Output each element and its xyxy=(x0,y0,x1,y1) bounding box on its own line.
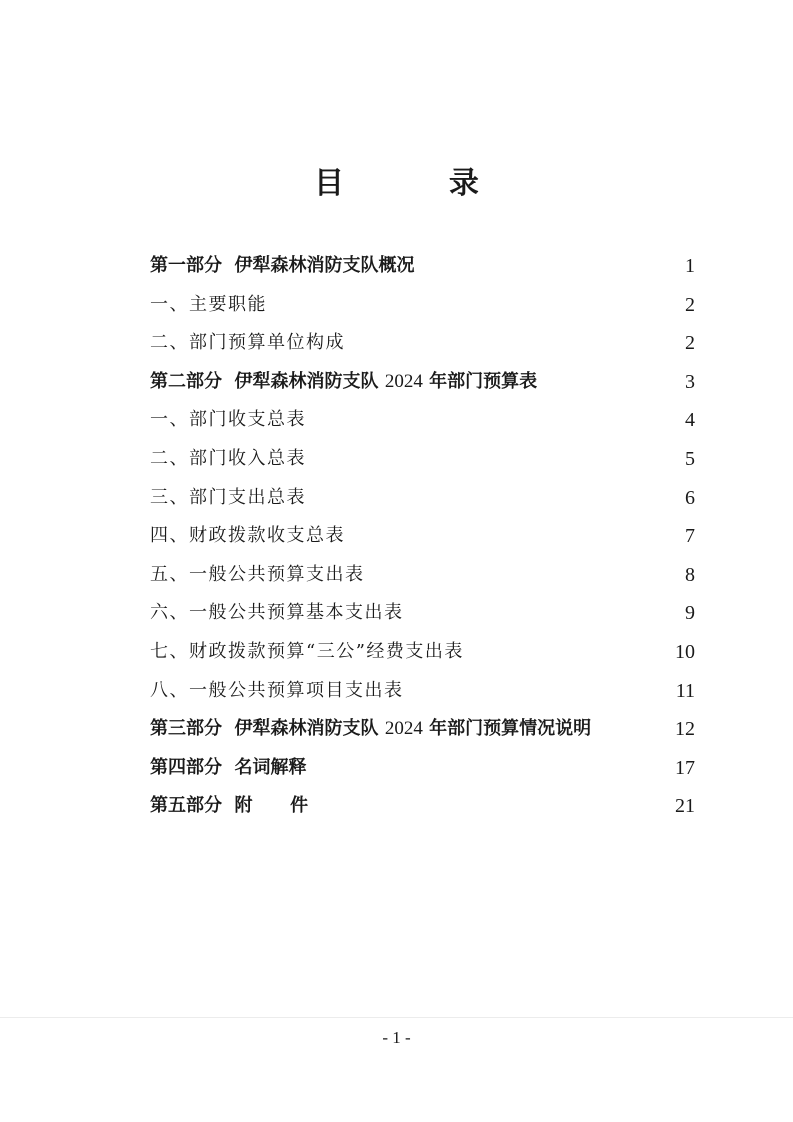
toc-entry-part-3[interactable] xyxy=(150,710,695,749)
toc-entry-label: 八、一般公共预算项目支出表 xyxy=(150,679,404,701)
toc-entry-label: 二、部门收入总表 xyxy=(150,447,306,469)
toc-entry-expense-summary[interactable] xyxy=(150,479,695,518)
toc-entry-part-5[interactable] xyxy=(150,787,695,826)
table-of-contents xyxy=(150,247,695,826)
toc-entry-label-post: 年部门预算情况说明 xyxy=(422,718,592,740)
toc-entry-general-public-budget-project-expense[interactable] xyxy=(150,672,695,711)
toc-entry-main-functions[interactable] xyxy=(150,286,695,325)
toc-entry-fiscal-appropriation-summary[interactable] xyxy=(150,517,695,556)
toc-entry-three-public-expenses[interactable] xyxy=(150,633,695,672)
toc-entry-page: 11 xyxy=(675,679,695,702)
toc-entry-income-expense-summary[interactable] xyxy=(150,401,695,440)
toc-entry-unit-composition[interactable] xyxy=(150,324,695,363)
toc-entry-page: 3 xyxy=(685,370,695,393)
toc-entry-label: 一、主要职能 xyxy=(150,293,267,315)
toc-entry-page: 1 xyxy=(685,255,695,277)
toc-entry-general-public-budget-basic-expense[interactable] xyxy=(150,594,695,633)
toc-entry-page: 2 xyxy=(685,332,695,355)
toc-entry-label: 七、财政拨款预算“三公”经费支出表 xyxy=(150,640,464,662)
toc-entry-label: 六、一般公共预算基本支出表 xyxy=(150,602,404,624)
toc-entry-page: 6 xyxy=(685,486,695,509)
page-number-footer: - 1 - xyxy=(382,1028,411,1047)
toc-entry-page: 2 xyxy=(685,293,695,316)
toc-entry-page: 12 xyxy=(675,718,695,741)
toc-entry-page: 5 xyxy=(685,447,695,470)
toc-entry-label: 三、部门支出总表 xyxy=(150,486,306,508)
toc-entry-general-public-budget-expense[interactable] xyxy=(150,556,695,595)
toc-entry-page: 17 xyxy=(675,756,695,779)
toc-entry-label: 二、部门预算单位构成 xyxy=(150,332,345,354)
toc-entry-part-2[interactable] xyxy=(150,363,695,402)
toc-entry-part-1[interactable] xyxy=(150,247,695,286)
toc-entry-label: 第五部分 附 件 xyxy=(150,795,309,817)
toc-entry-year: 2024 xyxy=(384,370,423,392)
toc-entry-label: 五、一般公共预算支出表 xyxy=(150,563,365,585)
toc-entry-page: 8 xyxy=(685,563,695,586)
toc-entry-page: 9 xyxy=(685,602,695,625)
toc-entry-label: 四、财政拨款收支总表 xyxy=(150,525,345,547)
toc-entry-part-4[interactable] xyxy=(150,749,695,788)
toc-entry-label-pre: 第二部分 伊犁森林消防支队 xyxy=(150,370,385,392)
toc-entry-label-post: 年部门预算表 xyxy=(422,370,538,392)
toc-entry-income-summary[interactable] xyxy=(150,440,695,479)
toc-entry-label: 第四部分 名词解释 xyxy=(150,756,307,778)
toc-entry-label-pre: 第三部分 伊犁森林消防支队 xyxy=(150,718,385,740)
toc-entry-label xyxy=(150,710,591,749)
page-title: 目 录 xyxy=(314,166,507,201)
toc-entry-label: 一、部门收支总表 xyxy=(150,409,306,431)
toc-entry-label xyxy=(150,363,537,402)
toc-entry-page: 21 xyxy=(675,795,695,818)
toc-entry-page: 7 xyxy=(685,525,695,548)
footer-divider xyxy=(0,1017,793,1018)
toc-entry-page: 10 xyxy=(675,640,695,663)
toc-entry-label: 第一部分 伊犁森林消防支队概况 xyxy=(150,255,415,276)
toc-entry-page: 4 xyxy=(685,409,695,432)
toc-entry-year: 2024 xyxy=(384,718,423,740)
